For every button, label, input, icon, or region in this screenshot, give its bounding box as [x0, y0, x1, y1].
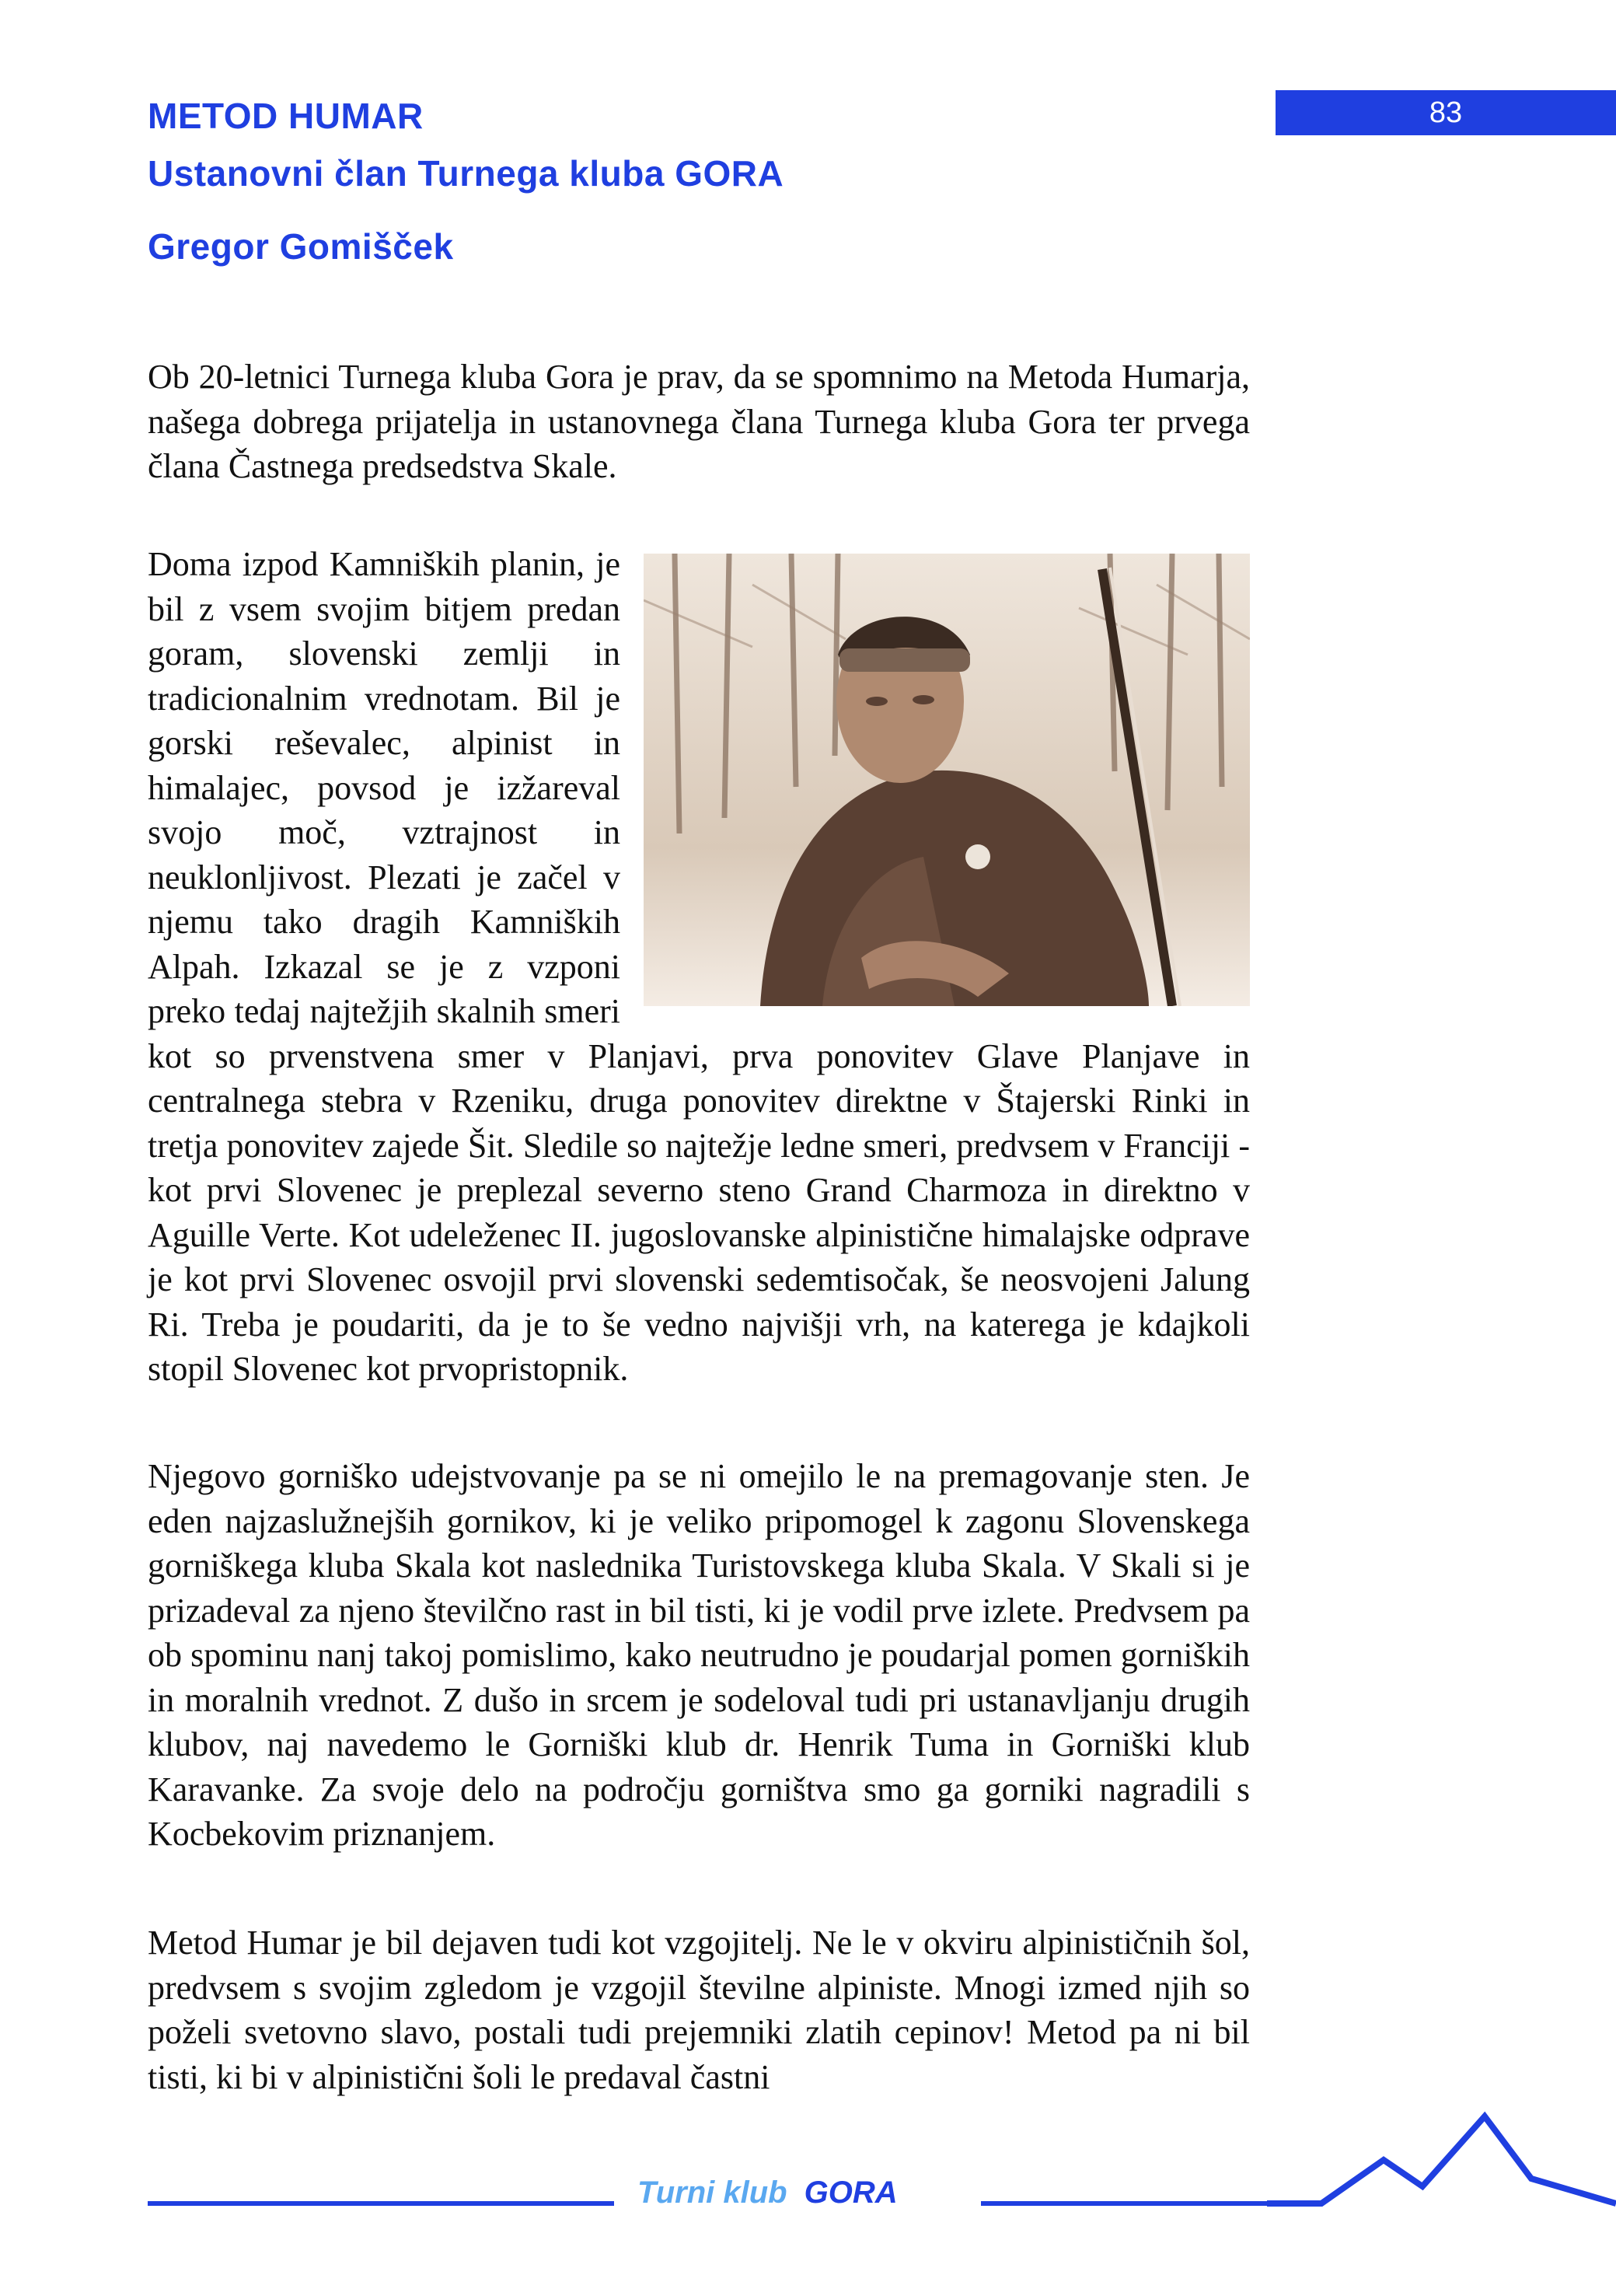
- mountain-peaks-icon: [1267, 2060, 1616, 2216]
- footer-brand-name: Turni klub: [637, 2175, 787, 2210]
- page-number-badge: 83: [1276, 90, 1616, 135]
- footer-rule-left: [148, 2201, 614, 2206]
- mountaineer-portrait-photo: [644, 554, 1250, 1006]
- photo-illustration: [644, 554, 1250, 1006]
- article-paragraph-text: Doma izpod Kamniških planin, je bil z vsem svojim bitjem predan goram, slovenski zemlji in tradicionalnim vrednotam. Bil je gorski reševalec, alpinist in himalajec, povsod je izžareval svojo moč, vztrajnost in neuklonljivost. Plezati je začel v njemu tako dragih Kamniških Alpah. Izkazal se je z vzponi preko tedaj najtežjih skalnih smeri kot so prvenstvena smer v Planjavi, prva ponovitev Glave Planjave in centralnega stebra v Rzeniku, druga ponovitev direktne v Štajerski Rinki in tretja ponovitev zajede Šit. Sledile so najtežje ledne smeri, predvsem v Franciji - kot prvi Slovenec je preplezal severno steno Grand Charmoza in direktno v Aguille Verte. Kot udeleženec II. jugoslovanske alpinistične himalajske odprave je kot prvi Slovenec osvojil prvi slovenski sedemtisočak, še neosvojeni Jalung Ri. Treba je poudariti, da je to še vedno najvišji vrh, na katerega je kdajkoli stopil Slovenec kot prvopristopnik.: [148, 545, 1250, 1388]
- article-paragraph-with-photo: [148, 542, 1250, 1392]
- article-title: METOD HUMAR: [148, 96, 424, 136]
- footer-brand-gora: GORA: [804, 2175, 898, 2210]
- footer-rule-right: [981, 2201, 1276, 2206]
- article-author: Gregor Gomišček: [148, 226, 454, 267]
- article-subtitle: Ustanovni član Turnega kluba GORA: [148, 153, 784, 194]
- article-paragraph: Njegovo gorniško udejstvovanje pa se ni omejilo le na premagovanje sten. Je eden najzaslužnejših gornikov, ki je veliko pripomogel k zagonu Slovenskega gorniškega kluba Skala kot naslednika Turistovskega kluba Skala. V Skali si je prizadeval za njeno številčno rast in bil tisti, ki je vodil prve izlete. Predvsem pa ob spominu nanj takoj pomislimo, kako neutrudno je poudarjal pomen gorniških in moralnih vrednot. Z dušo in srcem je sodeloval tudi pri ustanavljanju drugih klubov, naj navedemo le Gorniški klub dr. Henrik Tuma in Gorniški klub Karavanke. Za svoje delo na področju gorništva smo ga gorniki nagradili s Kocbekovim priznanjem.: [148, 1457, 1250, 1853]
- article-paragraph: Ob 20-letnici Turnega kluba Gora je prav, da se spomnimo na Metoda Humarja, našega dobrega prijatelja in ustanovnega člana Turnega kluba Gora ter prvega člana Častnega predsedstva Skale.: [148, 358, 1250, 485]
- article-paragraph: Metod Humar je bil dejaven tudi kot vzgojitelj. Ne le v okviru alpinističnih šol, predvsem s svojim zgledom je vzgojil številne alpiniste. Mnogi izmed njih so poželi svetovno slavo, postali tudi prejemniki zlatih cepinov! Metod pa ni bil tisti, ki bi v alpinistični šoli le predaval častni: [148, 1924, 1250, 2096]
- footer-brand-logo: [637, 2169, 898, 2216]
